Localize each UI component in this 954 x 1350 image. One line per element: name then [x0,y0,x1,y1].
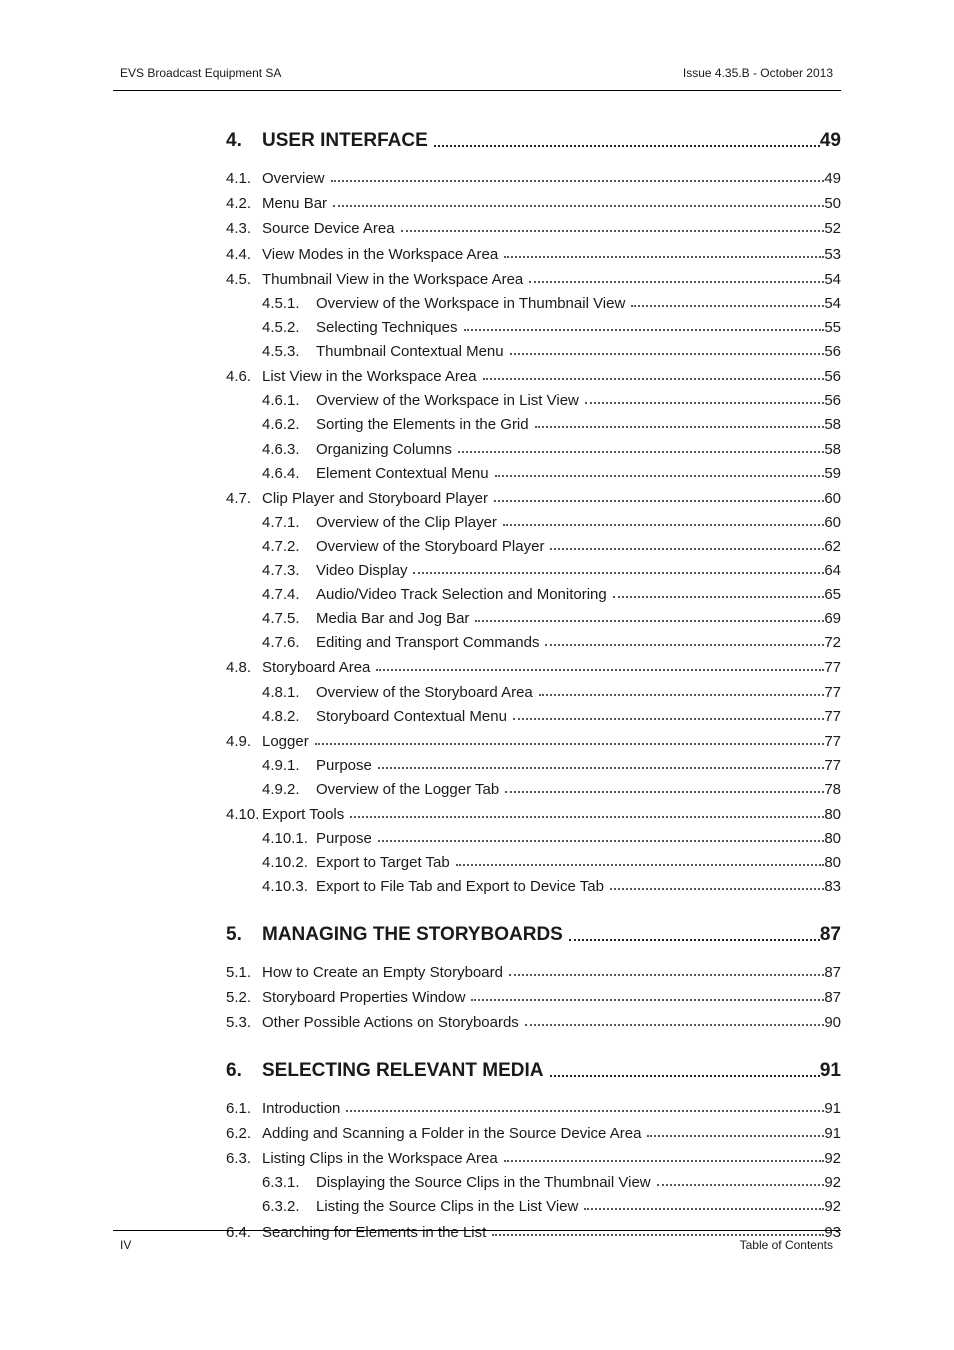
toc-leader-dots [483,378,825,380]
toc-entry-title: Overview of the Storyboard Area [316,684,533,701]
toc-entry-title: Other Possible Actions on Storyboards [262,1014,519,1031]
toc-entry[interactable] [262,708,841,725]
toc-entry-page: 55 [824,319,841,336]
toc-entry[interactable] [226,806,841,823]
toc-entry-page: 92 [824,1174,841,1191]
toc-entry[interactable] [226,733,841,750]
toc-leader-dots [631,305,824,307]
toc-entry-page: 58 [824,441,841,458]
toc-leader-dots [504,1160,825,1162]
toc-entry-number: 4.6. [226,368,252,385]
toc-entry-number: 5.2. [226,989,252,1006]
toc-entry-title: Element Contextual Menu [316,465,489,482]
toc-entry-number: 4.5.1. [262,295,300,312]
toc-entry-title: Overview of the Workspace in List View [316,392,579,409]
toc-entry-title: USER INTERFACE [262,130,428,151]
toc-entry[interactable] [262,538,841,555]
toc-entry-page: 80 [824,830,841,847]
toc-entry-title: Introduction [262,1100,341,1117]
toc-entry-page: 93 [824,1224,841,1241]
toc-entry-title: Adding and Scanning a Folder in the Source Device Area [262,1125,642,1142]
toc-entry-page: 80 [824,806,841,823]
toc-entry[interactable] [226,368,841,385]
toc-entry-page: 83 [824,878,841,895]
toc-leader-dots [610,888,824,890]
toc-entry-page: 87 [824,989,841,1006]
toc-entry-number: 4.8. [226,659,252,676]
toc-entry-number: 4.7.4. [262,586,300,603]
toc-entry-page: 91 [819,1060,841,1081]
toc-leader-dots [346,1110,824,1112]
toc-entry-number: 4. [226,130,242,151]
toc-entry-page: 52 [824,220,841,237]
toc-entry-page: 91 [824,1125,841,1142]
toc-entry-title: Overview of the Storyboard Player [316,538,545,555]
toc-entry[interactable] [226,1060,841,1082]
toc-entry-number: 4.6.3. [262,441,300,458]
toc-entry[interactable] [262,295,841,312]
toc-entry-number: 4.6.4. [262,465,300,482]
toc-entry-title: List View in the Workspace Area [262,368,477,385]
toc-leader-dots [413,572,824,574]
toc-entry[interactable] [262,1174,841,1191]
toc-entry-page: 87 [824,964,841,981]
toc-entry-number: 6. [226,1060,242,1081]
toc-entry-title: Searching for Elements in the List [262,1224,487,1241]
toc-entry-page: 69 [824,610,841,627]
toc-leader-dots [647,1135,824,1137]
toc-entry[interactable] [262,854,841,871]
toc-entry-title: Source Device Area [262,220,395,237]
toc-entry[interactable] [226,271,841,288]
toc-leader-dots [550,548,824,550]
toc-entry-number: 4.3. [226,220,252,237]
toc-entry[interactable] [226,246,841,263]
toc-entry-title: Export to Target Tab [316,854,450,871]
toc-entry-number: 4.10.1. [262,830,308,847]
toc-entry-page: 77 [824,659,841,676]
toc-entry-page: 49 [824,170,841,187]
toc-entry[interactable] [262,878,841,895]
toc-entry-page: 77 [824,684,841,701]
toc-entry-title: Logger [262,733,309,750]
toc-entry[interactable] [262,441,841,458]
toc-entry-number: 4.5.3. [262,343,300,360]
toc-entry[interactable] [262,781,841,798]
toc-entry-title: Menu Bar [262,195,328,212]
toc-leader-dots [456,864,825,866]
toc-entry-page: 56 [824,368,841,385]
toc-entry-number: 5. [226,924,242,945]
toc-entry-title: Selecting Techniques [316,319,458,336]
toc-entry-number: 4.7.2. [262,538,300,555]
toc-entry[interactable] [226,490,841,507]
toc-leader-dots [475,620,824,622]
toc-entry-title: Sorting the Elements in the Grid [316,416,529,433]
toc-entry[interactable] [226,964,841,981]
toc-leader-dots [331,180,825,182]
toc-entry-page: 50 [824,195,841,212]
toc-entry-page: 60 [824,514,841,531]
toc-entry-number: 4.6.2. [262,416,300,433]
toc-entry-number: 4.2. [226,195,252,212]
toc-leader-dots [584,1208,824,1210]
toc-entry-title: Audio/Video Track Selection and Monitoring [316,586,607,603]
toc-entry-page: 65 [824,586,841,603]
toc-leader-dots [509,974,824,976]
toc-leader-dots [550,1075,820,1077]
toc-leader-dots [495,475,825,477]
toc-entry-number: 4.5. [226,271,252,288]
toc-entry[interactable] [262,634,841,651]
toc-entry-page: 60 [824,490,841,507]
toc-entry-title: Overview of the Clip Player [316,514,497,531]
toc-entry-number: 4.10. [226,806,260,823]
toc-entry-page: 58 [824,416,841,433]
toc-entry-page: 49 [819,130,841,151]
toc-entry[interactable] [226,130,841,152]
toc-leader-dots [376,669,824,671]
toc-entry[interactable] [262,514,841,531]
toc-leader-dots [569,939,820,941]
toc-entry-title: Displaying the Source Clips in the Thumbnail View [316,1174,651,1191]
toc-entry-number: 4.9.2. [262,781,300,798]
toc-entry-page: 92 [824,1198,841,1215]
toc-entry[interactable] [226,924,841,946]
toc-entry-title: Editing and Transport Commands [316,634,540,651]
toc-leader-dots [505,791,824,793]
toc-entry-page: 80 [824,854,841,871]
toc-entry-page: 56 [824,343,841,360]
toc-entry-number: 4.10.3. [262,878,308,895]
toc-entry-number: 4.6.1. [262,392,300,409]
toc-entry-title: How to Create an Empty Storyboard [262,964,503,981]
toc-entry-title: Storyboard Properties Window [262,989,466,1006]
header-issue: Issue 4.35.B - October 2013 [682,66,833,80]
toc-leader-dots [471,999,824,1001]
toc-entry-title: Organizing Columns [316,441,452,458]
toc-entry[interactable] [262,610,841,627]
toc-entry[interactable] [226,1125,841,1142]
toc-entry-number: 4.7.5. [262,610,300,627]
toc-entry-page: 78 [824,781,841,798]
toc-entry-title: Listing Clips in the Workspace Area [262,1150,498,1167]
toc-leader-dots [535,426,825,428]
toc-leader-dots [613,596,825,598]
toc-entry-title: SELECTING RELEVANT MEDIA [262,1060,544,1081]
toc-entry-title: Thumbnail View in the Workspace Area [262,271,524,288]
toc-entry-page: 87 [819,924,841,945]
toc-entry-page: 59 [824,465,841,482]
toc-entry[interactable] [226,170,841,187]
toc-leader-dots [513,718,824,720]
toc-leader-dots [510,353,825,355]
toc-entry-title: Overview [262,170,325,187]
toc-entry-number: 6.4. [226,1224,252,1241]
toc-entry-number: 6.3. [226,1150,252,1167]
toc-entry-title: Overview of the Workspace in Thumbnail View [316,295,626,312]
toc-entry-number: 6.3.2. [262,1198,300,1215]
toc-entry[interactable] [226,1014,841,1031]
toc-entry-title: Storyboard Area [262,659,371,676]
toc-entry-number: 4.1. [226,170,252,187]
toc-entry-number: 4.7.1. [262,514,300,531]
toc-entry-title: Export to File Tab and Export to Device Tab [316,878,604,895]
toc-entry-title: Overview of the Logger Tab [316,781,500,798]
toc-entry-page: 54 [824,295,841,312]
toc-leader-dots [494,500,824,502]
toc-entry[interactable] [262,830,841,847]
header-company: EVS Broadcast Equipment SA [120,66,282,80]
toc-entry[interactable] [226,1100,841,1117]
toc-entry-number: 5.1. [226,964,252,981]
toc-entry-title: Storyboard Contextual Menu [316,708,507,725]
toc-entry[interactable] [262,562,841,579]
toc-entry-page: 77 [824,757,841,774]
toc-entry[interactable] [262,343,841,360]
toc-entry[interactable] [262,416,841,433]
toc-leader-dots [315,743,825,745]
toc-leader-dots [525,1024,825,1026]
toc-entry[interactable] [226,1150,841,1167]
toc-entry-page: 72 [824,634,841,651]
toc-leader-dots [378,767,824,769]
toc-leader-dots [657,1184,825,1186]
toc-entry-title: Clip Player and Storyboard Player [262,490,488,507]
toc-leader-dots [529,281,824,283]
toc-entry-number: 4.5.2. [262,319,300,336]
toc-entry[interactable] [262,1198,841,1215]
toc-entry-number: 4.9. [226,733,252,750]
toc-entry-number: 4.4. [226,246,252,263]
toc-entry[interactable] [226,989,841,1006]
toc-entry-page: 91 [824,1100,841,1117]
toc-entry[interactable] [262,757,841,774]
toc-entry-title: Thumbnail Contextual Menu [316,343,504,360]
toc-entry[interactable] [262,319,841,336]
toc-entry-number: 4.10.2. [262,854,308,871]
toc-leader-dots [545,644,824,646]
toc-entry-page: 92 [824,1150,841,1167]
toc-entry-number: 6.2. [226,1125,252,1142]
footer-page-number: IV [120,1238,132,1252]
toc-entry-number: 6.3.1. [262,1174,300,1191]
toc-entry-number: 5.3. [226,1014,252,1031]
toc-entry-title: MANAGING THE STORYBOARDS [262,924,563,945]
toc-leader-dots [585,402,824,404]
toc-entry-number: 4.7.3. [262,562,300,579]
toc-entry-number: 4.8.1. [262,684,300,701]
toc-entry-title: Video Display [316,562,408,579]
toc-leader-dots [492,1234,824,1236]
toc-entry-page: 77 [824,708,841,725]
toc-entry-page: 56 [824,392,841,409]
toc-leader-dots [458,451,824,453]
toc-leader-dots [350,816,824,818]
toc-entry-title: Purpose [316,757,372,774]
toc-entry-page: 62 [824,538,841,555]
toc-entry-page: 53 [824,246,841,263]
toc-leader-dots [434,145,820,147]
toc-entry[interactable] [226,220,841,237]
toc-entry-page: 90 [824,1014,841,1031]
toc-entry[interactable] [262,465,841,482]
toc-entry[interactable] [226,659,841,676]
toc-entry-title: Purpose [316,830,372,847]
toc-entry[interactable] [262,684,841,701]
toc-entry-number: 4.7.6. [262,634,300,651]
toc-entry-number: 4.8.2. [262,708,300,725]
toc-entry-title: View Modes in the Workspace Area [262,246,499,263]
toc-leader-dots [401,230,825,232]
toc-entry-number: 4.9.1. [262,757,300,774]
toc-entry[interactable] [262,586,841,603]
footer-rule [113,1230,841,1231]
toc-entry-title: Media Bar and Jog Bar [316,610,470,627]
toc-leader-dots [539,694,825,696]
footer-section-title: Table of Contents [739,1238,833,1252]
toc-leader-dots [333,205,824,207]
toc-entry-title: Listing the Source Clips in the List View [316,1198,579,1215]
toc-entry-number: 6.1. [226,1100,252,1117]
toc-entry-page: 77 [824,733,841,750]
toc-entry-page: 54 [824,271,841,288]
toc-entry-page: 64 [824,562,841,579]
toc-entry[interactable] [262,392,841,409]
toc-entry-title: Export Tools [262,806,345,823]
toc-leader-dots [464,329,825,331]
header-rule [113,90,841,91]
toc-leader-dots [503,524,824,526]
toc-leader-dots [504,256,824,258]
toc-entry-number: 4.7. [226,490,252,507]
toc-leader-dots [378,840,824,842]
toc-entry[interactable] [226,195,841,212]
